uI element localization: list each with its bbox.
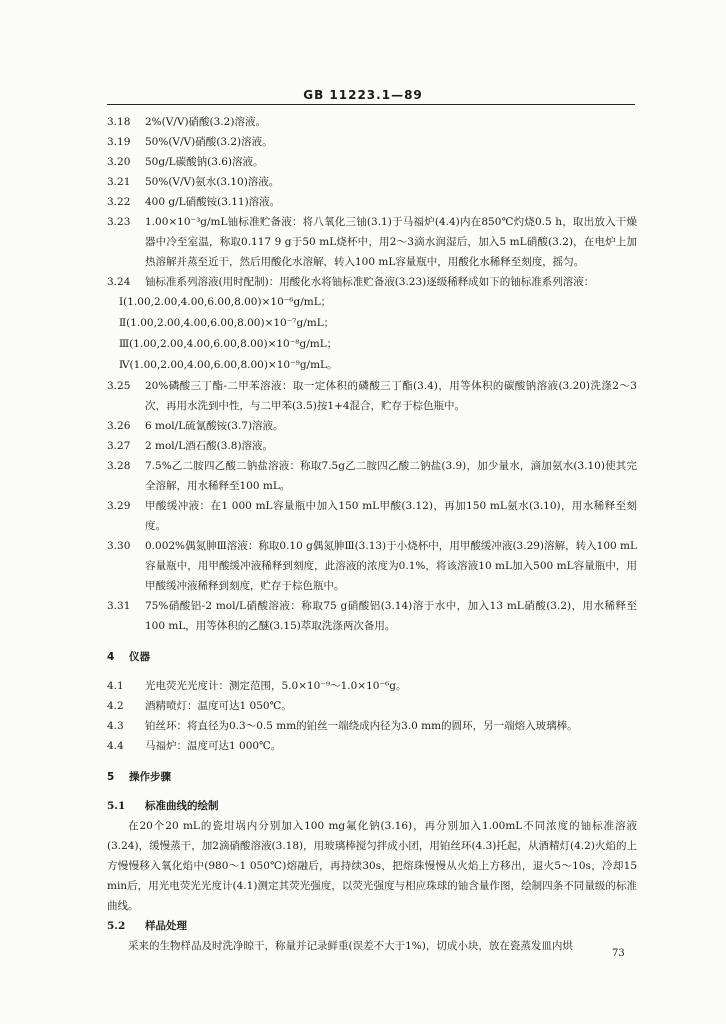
item-text: 20%磷酸三丁酯-二甲苯溶液：取一定体积的磷酸三丁酯(3.4)，用等体积的碳酸钠溶液(3.20)洗涤2～3次，再用水洗到中性，与二甲苯(3.5)按1+4混合，贮存于棕色瓶中。 — [145, 380, 637, 412]
section-number: 4 — [107, 651, 115, 663]
paragraph-5-1: 在20个20 mL的瓷坩埚内分别加入100 mg氟化钠(3.16)，再分别加入1.00mL不同浓度的铀标准溶液(3.24)，缓慢蒸干，加2滴硝酸溶液(3.18)，用玻璃棒搅匀拌成小团，用铂丝环(4.3)托起，从酒精灯(4.2)火焰的上方慢慢移入氧化焰中(980～1 050℃)熔融后，再持续30s，把熔珠慢慢从火焰上方移出，退火5～10s，冷却15 min后，用光电荧光光度计(4.1)测定其荧光强度，以荧光强度与相应珠球的铀含量作图，绘制四条不同量级的标准曲线。 — [107, 820, 637, 912]
subsection-number: 5.2 — [107, 920, 126, 932]
item-text: 75%硝酸铝-2 mol/L硝酸溶液：称取75 g硝酸铝(3.14)溶于水中，加入13 mL硝酸(3.2)，用水稀释至100 mL，用等体积的乙醚(3.15)萃取洗涤两次备用。 — [145, 600, 637, 632]
item-text: 马福炉：温度可达1 000℃。 — [145, 740, 282, 752]
uranium-series-list — [107, 292, 637, 376]
item-text: 50g/L碳酸钠(3.6)溶液。 — [145, 156, 264, 168]
list-item — [107, 272, 637, 292]
item-text: 甲酸缓冲液：在1 000 mL容量瓶中加入150 mL甲酸(3.12)，再加150 mL氨水(3.10)，用水稀释至刻度。 — [145, 500, 637, 532]
list-item — [107, 596, 637, 636]
item-text: 50%(V/V)氨水(3.10)溶液。 — [145, 176, 280, 188]
list-item — [107, 676, 637, 696]
header-rule — [107, 104, 635, 105]
item-text: 铀标准系列溶液(用时配制)：用酸化水将铀标准贮备液(3.23)逐级稀释成如下的铀标准系列溶液： — [145, 276, 595, 288]
item-text: 光电荧光光度计：测定范围，5.0×10⁻⁹～1.0×10⁻⁶g。 — [145, 680, 407, 692]
item-number: 3.18 — [107, 116, 131, 128]
reagent-list-a — [107, 112, 637, 292]
list-item — [107, 496, 637, 536]
subsection-title: 标准曲线的绘制 — [145, 800, 219, 812]
page-number: 73 — [612, 948, 625, 959]
section-title: 操作步骤 — [129, 771, 171, 783]
item-text: 2 mol/L酒石酸(3.8)溶液。 — [145, 440, 274, 452]
list-item — [107, 192, 637, 212]
list-item — [107, 736, 637, 756]
item-text: 0.002%偶氮胂Ⅲ溶液：称取0.10 g偶氮胂Ⅲ(3.13)于小烧杯中，用甲酸缓冲液(3.29)溶解，转入100 mL容量瓶中，用甲酸缓冲液稀释到刻度，此溶液的浓度为0.1%，将该溶液10 mL加入500 mL容量瓶中，用甲酸缓冲液稀释到刻度，贮存于棕色瓶中。 — [145, 540, 637, 592]
document-body — [107, 112, 637, 956]
reagent-list-b — [107, 376, 637, 636]
item-text: 1.00×10⁻³g/mL铀标准贮备液：将八氧化三铀(3.1)于马福炉(4.4)内在850℃灼烧0.5 h，取出放入干燥器中冷至室温，称取0.117 9 g于50 mL烧杯中，用2～3滴水润湿后，加入5 mL硝酸(3.2)，在电炉上加热溶解并蒸至近干，然后用酸化水溶解，转入100 mL容量瓶中，用酸化水稀释至刻度，摇匀。 — [145, 216, 637, 268]
section-title: 仪器 — [129, 651, 150, 663]
list-item — [107, 132, 637, 152]
item-number: 3.25 — [107, 380, 131, 392]
subsection-title: 样品处理 — [145, 920, 187, 932]
item-number: 3.26 — [107, 420, 131, 432]
section-heading-4 — [107, 647, 637, 667]
item-number: 3.31 — [107, 600, 131, 612]
item-text: 6 mol/L硫氰酸铵(3.7)溶液。 — [145, 420, 284, 432]
instrument-list — [107, 676, 637, 756]
series-line: Ⅲ(1.00,2.00,4.00,6.00,8.00)×10⁻⁸g/mL； — [119, 338, 338, 350]
item-number: 3.22 — [107, 196, 131, 208]
item-text: 酒精喷灯：温度可达1 050℃。 — [145, 700, 292, 712]
list-item — [107, 376, 637, 416]
list-item — [107, 696, 637, 716]
item-number: 4.2 — [107, 700, 124, 712]
item-number: 3.28 — [107, 460, 131, 472]
item-number: 3.21 — [107, 176, 131, 188]
item-text: 2%(V/V)硝酸(3.2)溶液。 — [145, 116, 266, 128]
item-number: 3.19 — [107, 136, 131, 148]
paragraph-5-2: 采来的生物样品及时洗净晾干，称量并记录鲜重(误差不大于1%)，切成小块，放在瓷蒸发皿内烘 — [128, 940, 573, 952]
item-number: 3.29 — [107, 500, 131, 512]
item-text: 50%(V/V)硝酸(3.2)溶液。 — [145, 136, 273, 148]
series-line: Ⅱ(1.00,2.00,4.00,6.00,8.00)×10⁻⁷g/mL； — [119, 317, 335, 329]
item-number: 3.24 — [107, 276, 131, 288]
list-item — [107, 536, 637, 596]
series-line: Ⅰ(1.00,2.00,4.00,6.00,8.00)×10⁻⁶g/mL； — [119, 296, 332, 308]
list-item — [107, 112, 637, 132]
page-header: GB 11223.1—89 — [303, 88, 423, 102]
list-item — [107, 152, 637, 172]
list-item — [107, 716, 637, 736]
list-item — [107, 416, 637, 436]
item-number: 4.3 — [107, 720, 124, 732]
subsection-number: 5.1 — [107, 800, 126, 812]
item-text: 铂丝环：将直径为0.3～0.5 mm的铂丝一端绕成内径为3.0 mm的圆环，另一端熔入玻璃棒。 — [145, 720, 578, 732]
item-number: 3.27 — [107, 440, 131, 452]
item-text: 400 g/L硝酸铵(3.11)溶液。 — [145, 196, 281, 208]
list-item — [107, 436, 637, 456]
item-number: 4.1 — [107, 680, 124, 692]
list-item — [107, 456, 637, 496]
item-number: 4.4 — [107, 740, 124, 752]
item-number: 3.23 — [107, 216, 131, 228]
subsection-heading-5-1 — [107, 796, 637, 816]
series-line: Ⅳ(1.00,2.00,4.00,6.00,8.00)×10⁻⁹g/mL。 — [119, 359, 338, 371]
item-number: 3.30 — [107, 540, 131, 552]
section-number: 5 — [107, 771, 115, 783]
section-heading-5 — [107, 767, 637, 787]
list-item — [107, 212, 637, 272]
subsection-heading-5-2 — [107, 916, 637, 936]
item-text: 7.5%乙二胺四乙酸二钠盐溶液：称取7.5g乙二胺四乙酸二钠盐(3.9)，加少量水，滴加氨水(3.10)使其完全溶解，用水稀释至100 mL。 — [145, 460, 637, 492]
item-number: 3.20 — [107, 156, 131, 168]
list-item — [107, 172, 637, 192]
